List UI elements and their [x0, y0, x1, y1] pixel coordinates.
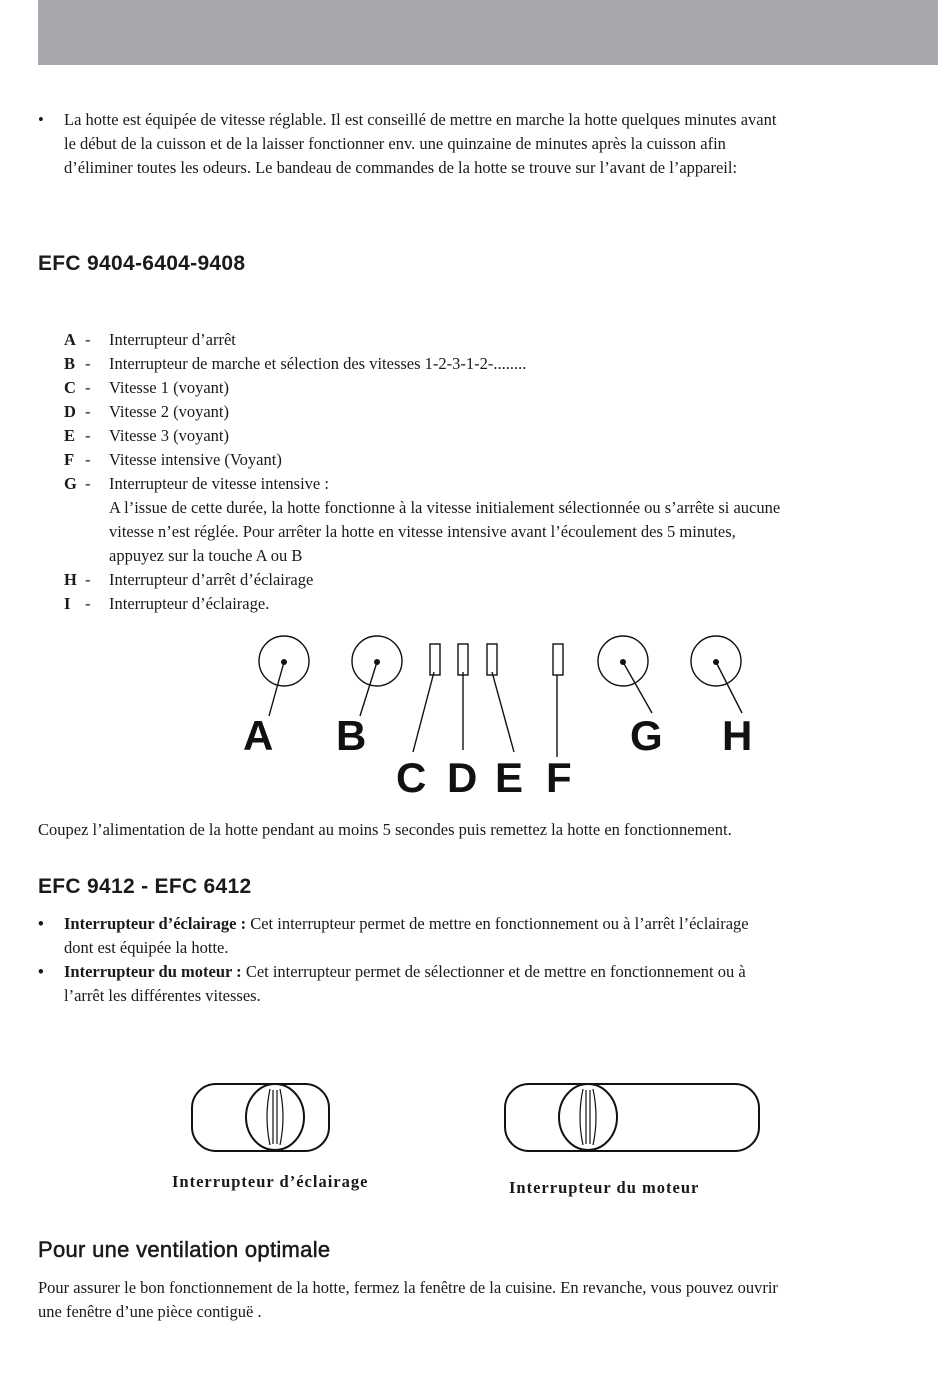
list-item: D - Vitesse 2 (voyant)	[64, 402, 229, 421]
intro-line-1: La hotte est équipée de vitesse réglable. Il est conseillé de mettre en marche la hotte quelques minutes avant	[64, 110, 777, 129]
light-switch-term: Interrupteur d’éclairage :	[64, 914, 247, 933]
header-bar	[38, 0, 938, 65]
motor-switch-rocker	[559, 1084, 617, 1150]
list-item: F - Vitesse intensive (Voyant)	[64, 450, 282, 469]
list-item-continuation: A l’issue de cette durée, la hotte fonctionne à la vitesse initialement sélectionnée ou s’arrête si aucune	[109, 498, 781, 517]
label-h: H	[722, 712, 753, 759]
label-g: G	[630, 712, 663, 759]
bullet-dot: •	[38, 962, 44, 981]
list-item: A - Interrupteur d’arrêt	[64, 330, 236, 349]
motor-switch-caption: Interrupteur du moteur	[509, 1178, 700, 1197]
intro-paragraph	[64, 108, 944, 180]
controls-list	[64, 328, 944, 616]
list-item: B - Interrupteur de marche et sélection des vitesses 1-2-3-1-2-........	[64, 354, 527, 373]
label-b: B	[336, 712, 367, 759]
list-item: G - Interrupteur de vitesse intensive :	[64, 474, 329, 493]
list-item: H - Interrupteur d’arrêt d’éclairage	[64, 570, 314, 589]
section3-title: Pour une ventilation optimale	[38, 1237, 331, 1262]
led-c	[430, 644, 440, 675]
motor-switch-desc: Interrupteur du moteur : Cet interrupteur permet de sélectionner et de mettre en fonctionnement ou à l’arrêt les différentes vitesses.	[64, 962, 746, 1005]
light-switch-body	[192, 1084, 329, 1151]
motor-switch-term: Interrupteur du moteur :	[64, 962, 242, 981]
control-panel-diagram	[0, 625, 950, 805]
list-item-continuation: appuyez sur la touche A ou B	[109, 546, 303, 565]
label-a: A	[243, 712, 274, 759]
label-e: E	[495, 754, 524, 801]
light-switch-desc: Interrupteur d’éclairage : Cet interrupteur permet de mettre en fonctionnement ou à l’arrêt l’éclairage dont est équipée la hotte.	[64, 914, 749, 957]
list-item: C - Vitesse 1 (voyant)	[64, 378, 229, 397]
list-item: I - Interrupteur d’éclairage.	[64, 594, 270, 613]
reset-note: Coupez l’alimentation de la hotte pendant au moins 5 secondes puis remettez la hotte en fonctionnement.	[38, 820, 732, 839]
light-switch-rocker	[246, 1084, 304, 1150]
light-switch-caption: Interrupteur d’éclairage	[172, 1172, 369, 1191]
bullet-dot: •	[38, 914, 44, 933]
section1-title: EFC 9404-6404-9408	[38, 252, 246, 275]
label-f: F	[546, 754, 572, 801]
led-f	[553, 644, 563, 675]
list-item-continuation: vitesse n’est réglée. Pour arrêter la hotte en vitesse intensive avant l’écoulement des 5 minutes,	[109, 522, 736, 541]
bullet-dot: •	[38, 110, 44, 129]
rocker-switches-diagram	[0, 1075, 950, 1165]
led-e	[487, 644, 497, 675]
label-d: D	[447, 754, 478, 801]
intro-line-3: d’éliminer toutes les odeurs. Le bandeau de commandes de la hotte se trouve sur l’avant de l’appareil:	[64, 158, 738, 177]
led-d	[458, 644, 468, 675]
motor-switch-body	[505, 1084, 759, 1151]
section2-title: EFC 9412 - EFC 6412	[38, 875, 252, 898]
intro-line-2: le début de la cuisson et de la laisser fonctionner env. une quinzaine de minutes après la cuisson afin	[64, 134, 726, 153]
list-item: E - Vitesse 3 (voyant)	[64, 426, 229, 445]
label-c: C	[396, 754, 427, 801]
ventilation-paragraph: Pour assurer le bon fonctionnement de la hotte, fermez la fenêtre de la cuisine. En revanche, vous pouvez ouvrir une fenêtre d’une pièce contiguë .	[38, 1278, 778, 1321]
